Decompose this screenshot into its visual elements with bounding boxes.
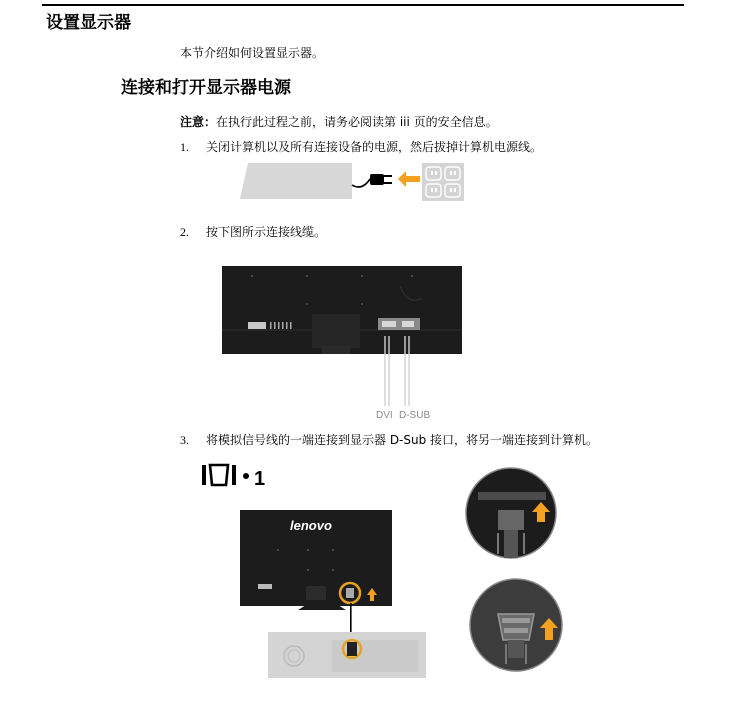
power-cable [352, 179, 370, 187]
computer-illustration [240, 163, 352, 199]
step-1-number: 1. [180, 140, 189, 154]
vga-plug-icon [347, 642, 357, 656]
vga-connection-figure [198, 458, 570, 680]
unplug-arrow-icon [398, 171, 420, 187]
zoom-circle-bottom [470, 579, 562, 671]
section-title: 设置显示器 [46, 13, 131, 33]
note-text: 在执行此过程之前，请务必阅读第 iii 页的安全信息。 [216, 115, 498, 129]
step-3-text: 将模拟信号线的一端连接到显示器 D-Sub 接口，将另一端连接到计算机。 [206, 433, 599, 447]
dsub-label: D-SUB [399, 410, 431, 421]
zoom-circle-top [466, 468, 556, 558]
port-number: 1 [254, 468, 266, 490]
step-3 [180, 431, 598, 448]
power-cord-figure [236, 159, 466, 205]
step-1 [180, 138, 542, 155]
step-1-text: 关闭计算机以及所有连接设备的电源，然后拔掉计算机电源线。 [206, 140, 543, 154]
monitor-ports-figure [222, 266, 464, 422]
step-2-number: 2. [180, 225, 189, 239]
dsub-port-icon [402, 321, 414, 327]
monitor-stand-mount [312, 314, 360, 348]
lenovo-logo: lenovo [290, 518, 332, 533]
dvi-port-icon [382, 321, 396, 327]
dvi-label: DVI [376, 410, 393, 421]
header-rule [42, 4, 684, 6]
port-panel [378, 318, 420, 330]
power-plug-icon [370, 174, 392, 185]
note-label: 注意： [180, 115, 217, 129]
safety-note [180, 113, 498, 130]
step-2-text: 按下图所示连接线缆。 [206, 225, 327, 239]
wall-outlet-icon [422, 163, 464, 201]
step-2 [180, 223, 326, 240]
step-3-number: 3. [180, 433, 189, 447]
subsection-title: 连接和打开显示器电源 [121, 78, 291, 98]
vga-port-symbol-icon [202, 465, 249, 485]
section-intro: 本节介绍如何设置显示器。 [180, 46, 325, 60]
